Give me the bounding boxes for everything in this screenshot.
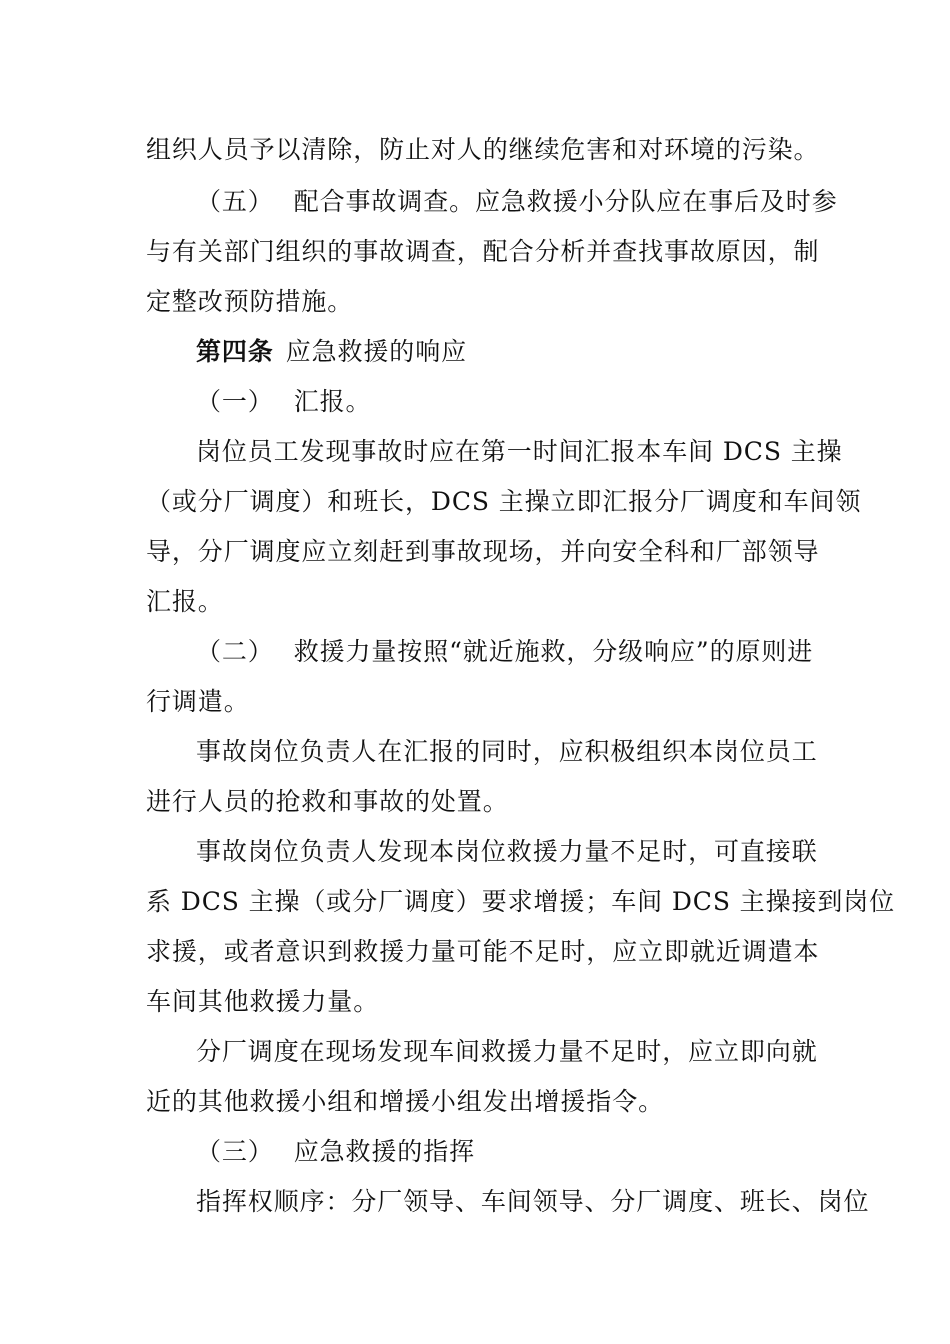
paragraph-text: 汇报。 [146,587,224,616]
text-line [196,735,818,769]
text-line [146,485,862,519]
text-line [146,785,810,819]
paragraph-text: 导，分厂调度应立刻赶到事故现场，并向安全科和厂部领导 [146,537,820,566]
text-line [146,935,820,969]
text-line [146,235,820,269]
text-line [196,1185,870,1219]
item-title: 汇报。 [293,387,372,416]
text-line [196,435,843,469]
paragraph-text: 分厂调度在现场发现车间救援力量不足时，应立即向就 [196,1037,818,1066]
item-number: （五） [196,187,274,216]
paragraph-text: 岗位员工发现事故时应在第一时间汇报本车间 DCS 主操 [196,437,843,466]
text-line [196,1035,818,1069]
text-line [146,133,820,167]
paragraph-text: 近的其他救援小组和增援小组发出增援指令。 [146,1087,665,1116]
item-title: 应急救援的指挥 [293,1137,476,1166]
paragraph-text: （或分厂调度）和班长，DCS 主操立即汇报分厂调度和车间领 [146,487,862,516]
item-number: （一） [196,387,274,416]
text-line [146,885,896,919]
text-line [146,585,810,619]
text-line [196,385,810,419]
paragraph-text: 事故岗位负责人发现本岗位救援力量不足时，可直接联 [196,837,818,866]
paragraph-text: 组织人员予以清除，防止对人的继续危害和对环境的污染。 [146,135,820,164]
paragraph-text: 定整改预防措施。 [146,287,354,316]
article-title: 应急救援的响应 [285,337,468,366]
paragraph-text: 事故岗位负责人在汇报的同时，应积极组织本岗位员工 [196,737,818,766]
item-number: （三） [196,1137,274,1166]
text-line [146,1085,810,1119]
text-line [146,685,810,719]
paragraph-text: 救援力量按照“就近施救，分级响应”的原则进 [293,637,814,666]
text-line [196,835,818,869]
paragraph-text: 进行人员的抢救和事故的处置。 [146,787,509,816]
item-number: （二） [196,637,274,666]
text-line [146,285,810,319]
text-line [146,985,810,1019]
paragraph-text: 配合事故调查。应急救援小分队应在事后及时参 [293,187,838,216]
paragraph-text: 与有关部门组织的事故调查，配合分析并查找事故原因，制 [146,237,820,266]
paragraph-text: 行调遣。 [146,687,250,716]
text-line [196,635,814,669]
paragraph-text: 求援，或者意识到救援力量可能不足时，应立即就近调遣本 [146,937,820,966]
text-line [196,1135,810,1169]
text-line [196,335,810,369]
paragraph-text: 系 DCS 主操（或分厂调度）要求增援；车间 DCS 主操接到岗位 [146,887,896,916]
text-line [196,185,838,219]
paragraph-text: 指挥权顺序：分厂领导、车间领导、分厂调度、班长、岗位 [196,1187,870,1216]
article-heading: 第四条 [196,337,274,366]
text-line [146,535,820,569]
paragraph-text: 车间其他救援力量。 [146,987,380,1016]
